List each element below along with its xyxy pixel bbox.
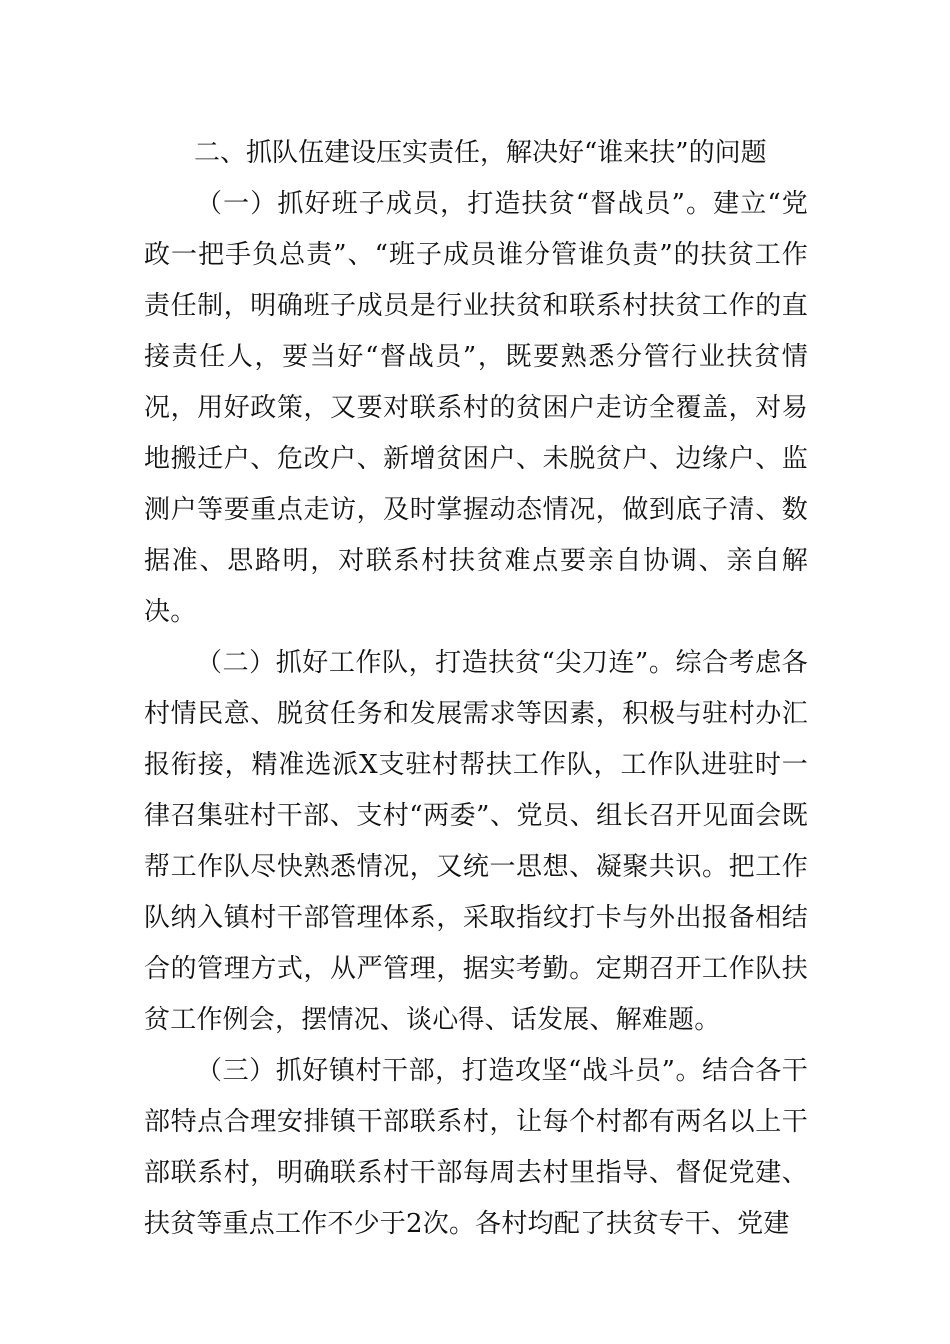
paragraph-1: （一）抓好班子成员，打造扶贫“督战员”。建立“党政一把手负总责”、“班子成员谁分管谁负责”的扶贫工作责任制，明确班子成员是行业扶贫和联系村扶贫工作的直接责任人，要当好“督战员”，既要熟悉分管行业扶贫情况，用好政策，又要对联系村的贫困户走访全覆盖，对易地搬迁户、危改户、新增贫困户、未脱贫户、边缘户、监测户等要重点走访，及时掌握动态情况，做到底子清、数据准、思路明，对联系村扶贫难点要亲自协调、亲自解决。 bbox=[144, 189, 808, 627]
paragraph-2: （二）抓好工作队，打造扶贫“尖刀连”。综合考虑各村情民意、脱贫任务和发展需求等因素，积极与驻村办汇报衔接，精准选派X支驻村帮扶工作队，工作队进驻时一律召集驻村干部、支村“两委”、党员、组长召开见面会既帮工作队尽快熟悉情况，又统一思想、凝聚共识。把工作队纳入镇村干部管理体系，采取指纹打卡与外出报备相结合的管理方式，从严管理，据实考勤。定期召开工作队扶贫工作例会，摆情况、谈心得、话发展、解难题。 bbox=[144, 648, 808, 1035]
section-heading: 二、抓队伍建设压实责任，解决好“谁来扶”的问题 bbox=[194, 138, 767, 168]
document-body bbox=[144, 128, 808, 1250]
paragraph-3: （三）抓好镇村干部，打造攻坚“战斗员”。结合各干部特点合理安排镇干部联系村，让每个村都有两名以上干部联系村，明确联系村干部每周去村里指导、督促党建、扶贫等重点工作不少于2次。各村均配了扶贫专干、党建 bbox=[144, 1056, 808, 1239]
